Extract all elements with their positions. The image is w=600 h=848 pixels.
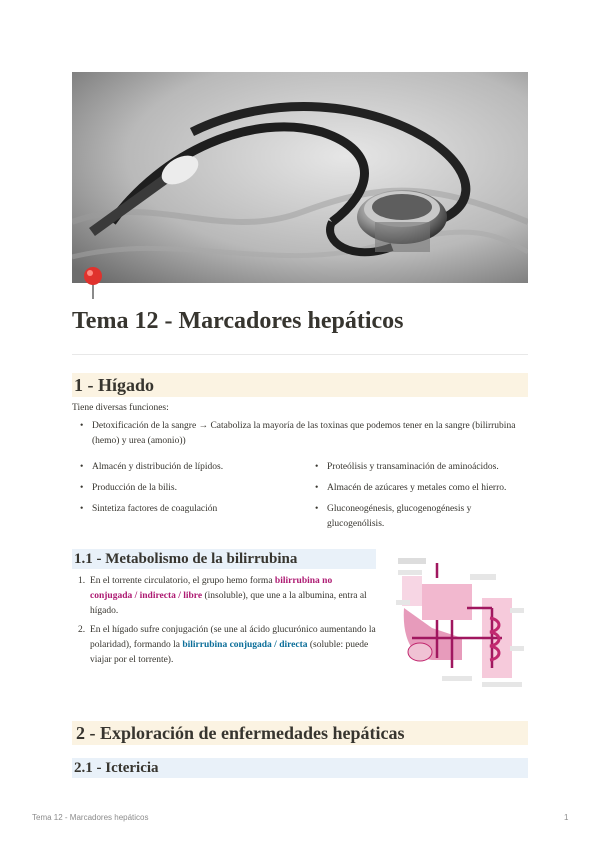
list-item-text: Producción de la bilis.: [92, 483, 177, 493]
list-item: • Sintetiza factores de coagulación: [80, 504, 218, 514]
list-item: • Proteólisis y transaminación de aminoácidos.: [315, 462, 499, 472]
list-item-text: Gluconeogénesis, glucogenogénesis y glucogenólisis.: [327, 504, 472, 529]
section-heading-exploracion: 2 - Exploración de enfermedades hepáticas: [72, 721, 528, 745]
subsection-heading-bilirrubina: 1.1 - Metabolismo de la bilirrubina: [72, 549, 376, 569]
list-item-text: Almacén y distribución de lípidos.: [92, 462, 224, 472]
divider: [72, 354, 528, 355]
cover-image: [72, 72, 528, 283]
list-item-text: Proteólisis y transaminación de aminoácidos.: [327, 462, 499, 472]
list-item-text: Detoxificación de la sangre: [92, 421, 197, 431]
list-item-text: Sintetiza factores de coagulación: [92, 504, 218, 514]
highlight-bilirrubina-no-conjugada: bilirrubina no conjugada / indirecta / libre: [90, 576, 333, 601]
subsection-heading-ictericia: 2.1 - Ictericia: [72, 758, 528, 778]
page-title: Tema 12 - Marcadores hepáticos: [72, 308, 404, 334]
item-number: 1.: [78, 576, 86, 586]
list-item-text: Almacén de azúcares y metales como el hierro.: [327, 483, 507, 493]
arrow-symbol: →: [198, 421, 209, 431]
pushpin-icon: [80, 266, 106, 300]
list-item: • Almacén de azúcares y metales como el hierro.: [315, 483, 507, 493]
list-item: • Producción de la bilis.: [80, 483, 177, 493]
stethoscope-illustration: [72, 72, 528, 283]
ordered-item-2: [76, 623, 376, 668]
list-item-text: Cataboliza la mayoría de las toxinas que podemos tener en la sangre (bilirrubina (hemo) y urea (amonio)): [92, 421, 516, 446]
intro-text: Tiene diversas funciones:: [72, 403, 169, 413]
footer-page-number: 1: [564, 813, 569, 822]
highlight-bilirrubina-conjugada: bilirrubina conjugada / directa: [182, 640, 308, 650]
item-number: 2.: [78, 625, 86, 635]
item-text: En el torrente circulatorio, el grupo hemo forma: [90, 576, 275, 586]
ordered-item-1: [76, 574, 376, 619]
item-text: (soluble: puede viajar por el torrente).: [90, 640, 369, 665]
item-text: (insoluble), que une a la albumina, entra al hígado.: [90, 591, 367, 616]
footer-document-title: Tema 12 - Marcadores hepáticos: [32, 813, 149, 822]
list-item: • Almacén y distribución de lípidos.: [80, 462, 224, 472]
section-heading-higado: 1 - Hígado: [72, 373, 528, 397]
list-item: • Detoxificación de la sangre → Cataboliza la mayoría de las toxinas que podemos tener en la sangre (bilirrubina (hemo) y urea (amonio)): [80, 421, 516, 446]
list-item: • Gluconeogénesis, glucogenogénesis y glucogenólisis.: [315, 504, 472, 529]
item-text: En el hígado sufre conjugación (se une al ácido glucurónico aumentando la polaridad), formando la: [90, 625, 376, 650]
bilirubin-metabolism-diagram: [392, 548, 528, 692]
